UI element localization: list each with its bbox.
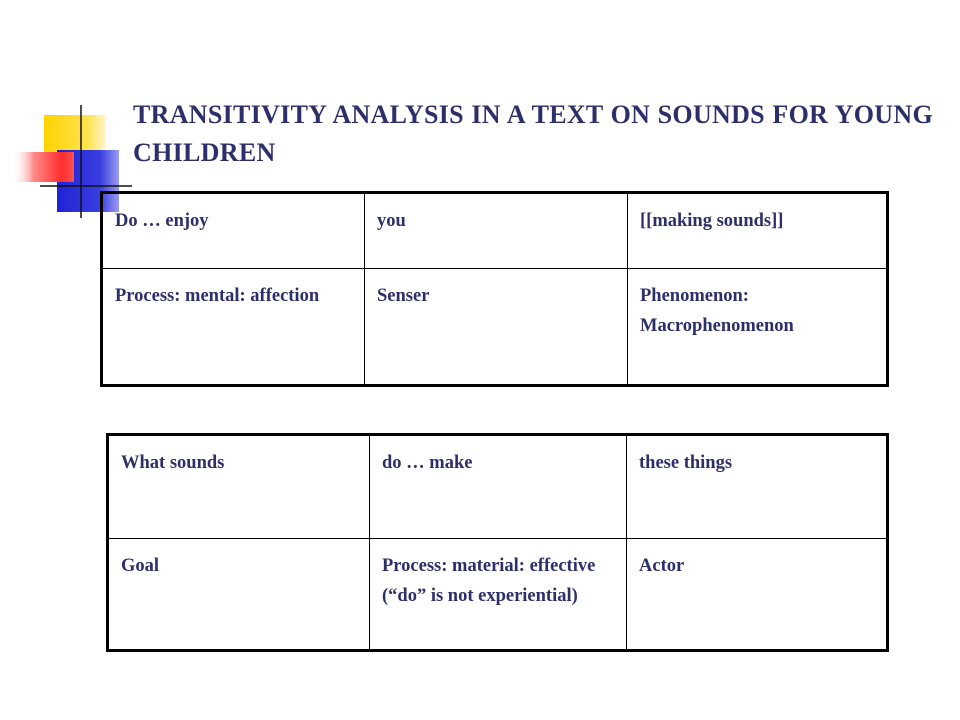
table-cell: these things (627, 435, 888, 539)
table-cell: Goal (108, 539, 370, 651)
table-cell: Senser (365, 269, 628, 386)
table-cell: do … make (370, 435, 627, 539)
table-row (102, 269, 888, 386)
table-cell: Do … enjoy (102, 193, 365, 269)
table-cell: What sounds (108, 435, 370, 539)
table-row (102, 193, 888, 269)
table-cell: Process: mental: affection (102, 269, 365, 386)
transitivity-table-2 (106, 433, 889, 652)
table-cell: Process: material: effective (“do” is not experiential) (370, 539, 627, 651)
table-row (108, 539, 888, 651)
table-row (108, 435, 888, 539)
transitivity-table-1 (100, 191, 889, 387)
table-cell: [[making sounds]] (628, 193, 888, 269)
table-cell: Actor (627, 539, 888, 651)
slide-title: TRANSITIVITY ANALYSIS IN A TEXT ON SOUNDS FOR YOUNG CHILDREN (133, 100, 933, 167)
red-bar (12, 152, 74, 182)
table-cell: Phenomenon: Macrophenomenon (628, 269, 888, 386)
table-cell: you (365, 193, 628, 269)
